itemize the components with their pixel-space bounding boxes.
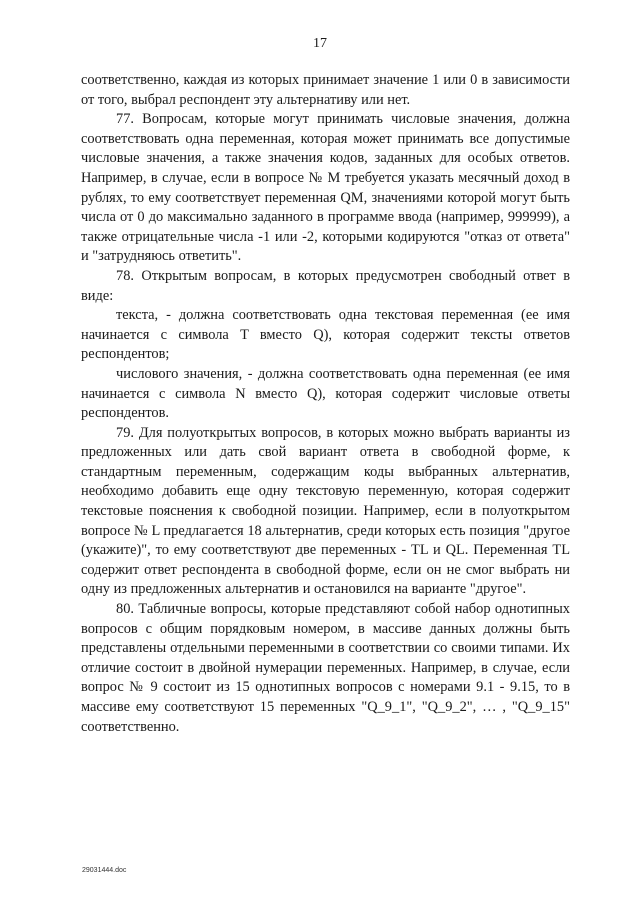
- paragraph-continuation: соответственно, каждая из которых принимает значение 1 или 0 в зависимости от того, выбрал респондент эту альтернативу или нет.: [81, 72, 570, 108]
- page-number: 17: [313, 36, 327, 51]
- paragraph-79: 79. Для полуоткрытых вопросов, в которых можно выбрать варианты из предложенных или дать свой вариант ответа в свободной форме, к стандартным переменным, содержащим коды выбранных альтернатив, необходимо добавить еще одну текстовую переменную, которая содержит текстовые пояснения к свободной позиции. Например, если в полуоткрытом вопросе № L предлагается 18 альтернатив, среди которых есть позиция "другое (укажите)", то ему соответствуют две переменных - TL и QL. Переменная TL содержит ответ респондента в свободной форме, если он не смог выбрать ни одну из предложенных альтернатив и остановился на варианте "другое".: [81, 424, 570, 598]
- paragraph-80: 80. Табличные вопросы, которые представляют собой набор однотипных вопросов с общим порядковым номером, в массиве данных должны быть представлены отдельными переменными в соответствии со своими типами. Их отличие состоит в двойной нумерации переменных. Например, в случае, если вопрос № 9 состоит из 15 однотипных вопросов с номерами 9.1 - 9.15, то в массиве ему соответствуют 15 переменных "Q_9_1", "Q_9_2", … , "Q_9_15" соответственно.: [81, 601, 570, 735]
- paragraph-78: 78. Открытым вопросам, в которых предусмотрен свободный ответ в виде:: [81, 267, 570, 304]
- paragraph-78-text: текста, - должна соответствовать одна текстовая переменная (ее имя начинается с символа T вместо Q), которая содержит тексты ответов респондентов;: [81, 307, 570, 363]
- paragraph-78-numeric: числового значения, - должна соответствовать одна переменная (ее имя начинается с символа N вместо Q), которая содержит числовые ответы респондентов.: [81, 365, 570, 422]
- paragraph-77: 77. Вопросам, которые могут принимать числовые значения, должна соответствовать одна переменная, которая может принимать все допустимые числовые значения, а также значения кодов, заданных для особых ответов. Например, в случае, если в вопросе № M требуется указать месячный доход в рублях, то ему соответствует переменная QM, значениями которой могут быть числа от 0 до максимально заданного в программе ввода (например, 999999), а также отрицательные числа -1 или -2, которыми кодируются "отказ от ответа" и "затрудняюсь ответить".: [81, 111, 570, 265]
- footer-filename: 29031444.doc: [82, 867, 127, 874]
- document-body: [81, 71, 570, 737]
